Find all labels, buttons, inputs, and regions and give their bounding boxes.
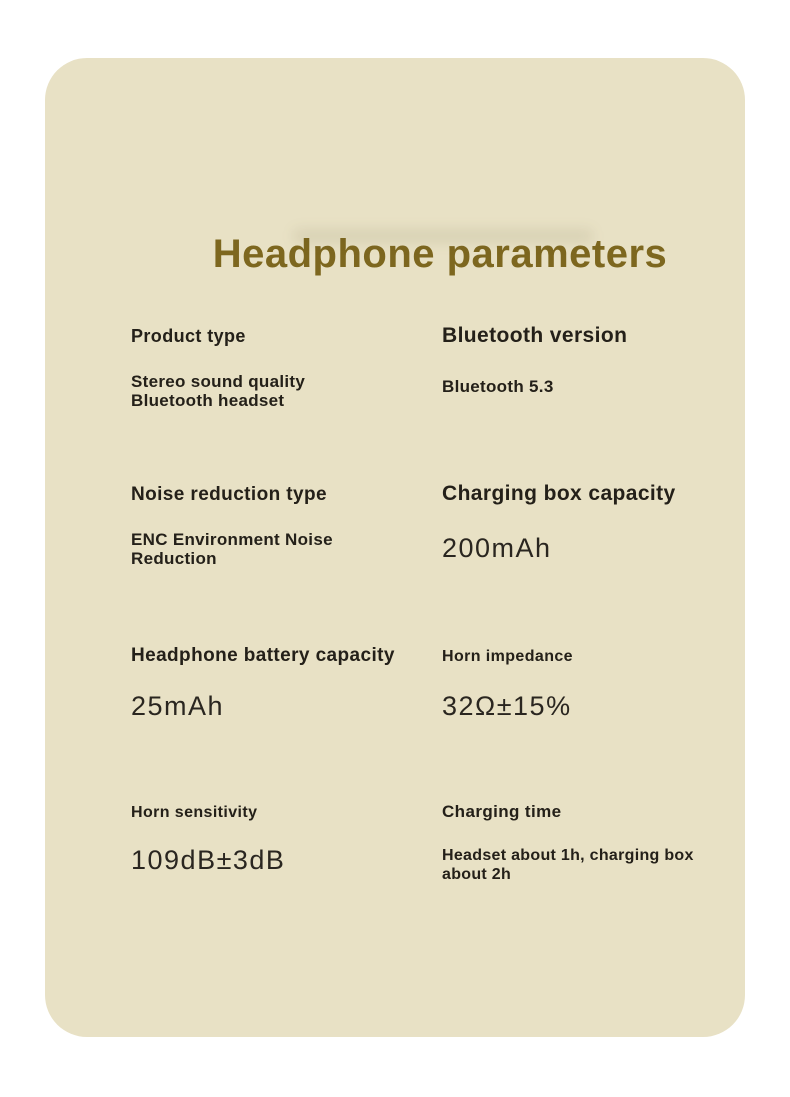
spec-bluetooth-version-value: Bluetooth 5.3 — [442, 377, 554, 396]
spec-charging-box-capacity-value: 200mAh — [442, 533, 552, 563]
spec-horn-sensitivity-label: Horn sensitivity — [131, 804, 258, 821]
spec-noise-reduction-type-label: Noise reduction type — [131, 484, 327, 505]
spec-card — [45, 58, 745, 1037]
spec-product-type-label: Product type — [131, 326, 246, 346]
spec-bluetooth-version-label: Bluetooth version — [442, 324, 628, 347]
spec-noise-reduction-type-value: ENC Environment Noise Reduction — [131, 530, 333, 569]
spec-horn-sensitivity-value: 109dB±3dB — [131, 845, 286, 875]
spec-charging-time-value: Headset about 1h, charging box about 2h — [442, 847, 694, 884]
spec-product-type-value: Stereo sound quality Bluetooth headset — [131, 372, 306, 411]
spec-horn-impedance-value: 32Ω±15% — [442, 691, 572, 721]
spec-charging-time-label: Charging time — [442, 802, 562, 821]
spec-horn-impedance-label: Horn impedance — [442, 648, 573, 665]
spec-charging-box-capacity-label: Charging box capacity — [442, 482, 676, 505]
spec-headphone-battery-capacity-label: Headphone battery capacity — [131, 645, 395, 666]
spec-headphone-battery-capacity-value: 25mAh — [131, 691, 225, 721]
title-shadow-decoration — [293, 229, 593, 243]
page-title: Headphone parameters — [212, 232, 668, 276]
